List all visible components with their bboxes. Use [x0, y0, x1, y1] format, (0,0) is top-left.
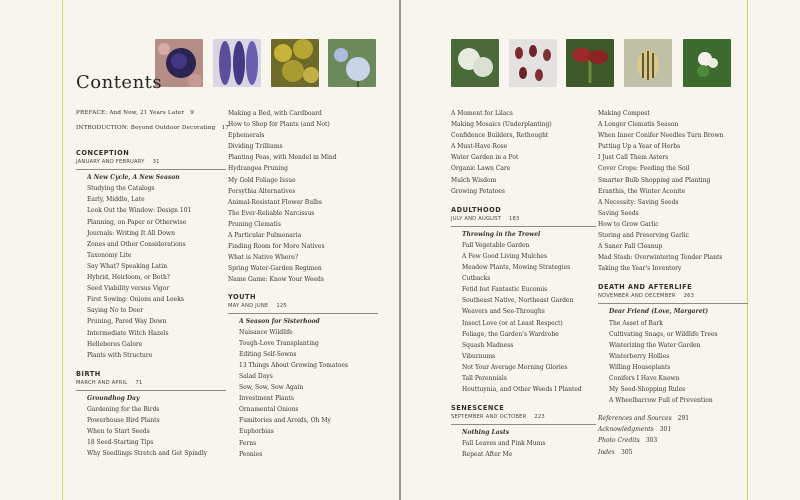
toc-entry-page: 305: [621, 448, 633, 456]
toc-column-4: [598, 108, 748, 458]
toc-entry[interactable]: Mulch Wisdom: [451, 176, 497, 184]
toc-entry-page: 291: [677, 415, 690, 423]
toc-entry[interactable]: Tall Perennials: [462, 374, 507, 382]
toc-entry[interactable]: Making Mosaics (Underplanting): [451, 121, 552, 129]
striped-beetle-photo: [624, 39, 672, 87]
toc-entry[interactable]: Euphorbias: [239, 428, 274, 436]
toc-entry[interactable]: Winterberry Hollies: [609, 352, 670, 360]
toc-entry[interactable]: Hellebores Galore: [87, 340, 143, 348]
red-leaf-seedling-photo: [566, 39, 614, 87]
toc-entry[interactable]: Journals: Writing It All Down: [87, 229, 175, 237]
toc-entry[interactable]: 18 Seed-Starting Tips: [87, 439, 154, 447]
section-months: JULY AND AUGUST 183: [451, 215, 596, 227]
toc-entry[interactable]: 13 Things About Growing Tomatoes: [239, 361, 348, 369]
yellow-flowering-shrub-photo: [271, 39, 319, 87]
section-title: ADULTHOOD: [451, 205, 502, 214]
toc-section-lead-entry[interactable]: A New Cycle, A New Season: [87, 174, 180, 182]
toc-entry[interactable]: Name Game: Know Your Weeds: [228, 276, 324, 284]
section-months: JANUARY AND FEBRUARY 31: [76, 158, 226, 170]
page-title: Contents: [76, 72, 163, 93]
toc-entry[interactable]: Tough-Love Transplanting: [239, 339, 319, 347]
toc-entry[interactable]: Seed Viability versus Vigor: [87, 285, 170, 293]
toc-entry[interactable]: Plants with Structure: [87, 351, 153, 359]
toc-section-lead-entry[interactable]: Throwing in the Trowel: [462, 230, 541, 238]
toc-entry-label: Index: [598, 448, 616, 456]
toc-section-lead-entry[interactable]: A Season for Sisterhood: [239, 317, 320, 325]
toc-entry[interactable]: The Asset of Bark: [609, 319, 663, 327]
toc-entry[interactable]: Weavers and See-Throughs: [462, 308, 545, 316]
toc-entry[interactable]: Storing and Preserving Garlic: [598, 232, 690, 240]
toc-entry[interactable]: I Just Call Them Asters: [598, 154, 669, 162]
section-months: MARCH AND APRIL 71: [76, 379, 226, 391]
toc-entry[interactable]: Say What? Speaking Latin: [87, 262, 168, 270]
toc-entry[interactable]: Fall Vegetable Garden: [462, 241, 530, 249]
toc-entry[interactable]: Early, Middle, Late: [87, 196, 145, 204]
toc-back-matter-entry[interactable]: [598, 424, 748, 435]
toc-entry[interactable]: Growing Potatoes: [451, 187, 505, 195]
toc-entry[interactable]: Pruning Clematis: [228, 220, 281, 228]
toc-entry[interactable]: Foliage, the Garden's Wardrobe: [462, 330, 559, 338]
section-months: MAY AND JUNE 125: [228, 302, 378, 314]
section-title: CONCEPTION: [76, 149, 130, 158]
toc-entry[interactable]: A Must-Have Rose: [451, 143, 508, 151]
toc-entry[interactable]: Look Out the Window: Design 101: [87, 207, 192, 215]
toc-entry[interactable]: Willing Houseplants: [609, 363, 671, 371]
toc-entry[interactable]: Dividing Trilliums: [228, 143, 283, 151]
toc-entry[interactable]: A Saner Fall Cleanup: [598, 243, 663, 251]
toc-entry[interactable]: My Gold Foliage Issue: [228, 176, 296, 184]
toc-entry[interactable]: Making Compost: [598, 110, 650, 117]
toc-entry[interactable]: How to Shop for Plants (and Not): [228, 121, 330, 129]
toc-entry[interactable]: First Sowing: Onions and Leeks: [87, 296, 184, 304]
toc-entry[interactable]: Cover Crops: Feeding the Soil: [598, 165, 690, 173]
purple-spire-flower-photo: [213, 39, 261, 87]
toc-entry[interactable]: Water Garden in a Pot: [451, 154, 519, 162]
toc-entry[interactable]: Repeat After Me: [462, 451, 513, 459]
toc-entry[interactable]: Smarter Bulb Shopping and Planting: [598, 176, 711, 184]
toc-entry[interactable]: A Longer Clematis Season: [598, 121, 679, 129]
toc-entry[interactable]: A Few Good Living Mulches: [462, 252, 548, 260]
toc-entry[interactable]: Taxonomy Lite: [87, 251, 132, 259]
toc-entry[interactable]: Hydrangea Pruning: [228, 165, 288, 173]
toc-entry[interactable]: Not Your Average Morning Glories: [462, 363, 568, 371]
toc-entry[interactable]: Fetid but Fantastic Eucomis: [462, 286, 548, 294]
toc-back-matter-entry[interactable]: [598, 413, 748, 424]
toc-entry[interactable]: Cutbacks: [462, 275, 491, 283]
toc-entry[interactable]: Making a Bed, with Cardboard: [228, 110, 322, 117]
toc-entry[interactable]: Meadow Plants, Mowing Strategies: [462, 264, 571, 272]
toc-entry[interactable]: Gardening for the Birds: [87, 405, 160, 413]
toc-entry[interactable]: Eranthis, the Winter Aconite: [598, 187, 686, 195]
toc-entry[interactable]: Zones and Other Considerations: [87, 240, 186, 248]
toc-entry-page: 301: [659, 426, 672, 434]
toc-entry-page: 303: [645, 437, 658, 445]
toc-entry[interactable]: Insect Love (or at Least Respect): [462, 319, 563, 327]
toc-entry[interactable]: Nuisance Wildlife: [239, 328, 293, 336]
toc-entry[interactable]: Studying the Catalogs: [87, 185, 155, 193]
toc-entry[interactable]: Confidence Builders, Rethought: [451, 132, 549, 140]
toc-entry[interactable]: Pruning, Pared Way Down: [87, 318, 167, 326]
section-title: YOUTH: [228, 292, 257, 301]
toc-entry[interactable]: Ephemerals: [228, 132, 265, 140]
section-title: SENESCENCE: [451, 404, 505, 413]
section-title: BIRTH: [76, 369, 101, 378]
section-title: DEATH AND AFTERLIFE: [598, 283, 693, 292]
white-flower-photo: [683, 39, 731, 87]
book-gutter: [399, 0, 401, 500]
toc-entry[interactable]: Fall Leaves and Pink Mums: [462, 440, 546, 448]
toc-back-matter-entry[interactable]: [598, 447, 748, 458]
toc-section-lead-entry[interactable]: Dear Friend (Love, Margaret): [609, 308, 709, 316]
toc-entry[interactable]: When Inner Conifer Needles Turn Brown: [598, 132, 724, 140]
left-page-edge-line: [62, 0, 63, 500]
toc-entry[interactable]: Forsythia Alternatives: [228, 187, 296, 195]
toc-entry[interactable]: A Wheelbarrow Full of Prevention: [609, 397, 713, 405]
section-months: NOVEMBER AND DECEMBER 263: [598, 292, 748, 304]
toc-entry[interactable]: What is Native Where?: [228, 254, 299, 262]
toc-entry[interactable]: Intermediate Witch Hazels: [87, 329, 169, 337]
toc-entry[interactable]: Mad Stash: Overwintering Tender Plants: [598, 254, 723, 262]
toc-entry[interactable]: Salad Days: [239, 372, 273, 380]
toc-entry[interactable]: Fumitories and Aroids, Oh My: [239, 417, 331, 425]
toc-entry[interactable]: Ferns: [239, 439, 257, 447]
toc-entry[interactable]: Cultivating Snags, or Wildlife Trees: [609, 330, 718, 338]
toc-entry[interactable]: Viburnums: [462, 352, 496, 360]
toc-back-matter-entry[interactable]: [598, 435, 748, 446]
toc-entry[interactable]: Saying No to Deer: [87, 307, 144, 315]
toc-entry[interactable]: Peonies: [239, 450, 263, 458]
toc-entry[interactable]: Conifers I Have Known: [609, 374, 680, 382]
toc-entry[interactable]: Powerhouse Bird Plants: [87, 416, 160, 424]
section-months: SEPTEMBER AND OCTOBER 223: [451, 413, 596, 425]
toc-entry[interactable]: Sow, Sow, Sow Again: [239, 384, 304, 392]
toc-entry[interactable]: A Necessity: Saving Seeds: [598, 198, 679, 206]
toc-entry[interactable]: The Ever-Reliable Narcissus: [228, 209, 315, 217]
toc-entry[interactable]: Saving Seeds: [598, 209, 639, 217]
toc-section-lead-entry[interactable]: Nothing Lasts: [462, 429, 510, 437]
allium-purple-flower-photo: [155, 39, 203, 87]
toc-entry-label: Photo Credits: [598, 437, 640, 445]
toc-entry[interactable]: Ornamental Onions: [239, 406, 299, 414]
toc-entry[interactable]: My Seed-Shopping Rules: [609, 386, 686, 394]
toc-section-lead-entry[interactable]: Groundhog Day: [87, 394, 140, 402]
toc-entry[interactable]: A Particular Pulmonaria: [228, 232, 302, 240]
toc-column-1: [76, 108, 229, 459]
blue-allium-sphere-photo: [328, 39, 376, 87]
toc-entry[interactable]: Investment Plants: [239, 395, 294, 403]
toc-entry[interactable]: Taking the Year's Inventory: [598, 265, 682, 273]
toc-column-3: [451, 108, 596, 460]
toc-entry[interactable]: Planting Peas, with Mendel in Mind: [228, 154, 337, 162]
toc-entry[interactable]: Planning, on Paper or Otherwise: [87, 218, 187, 226]
toc-entry[interactable]: Hybrid, Heirloom, or Both?: [87, 274, 171, 282]
white-lilac-cluster-photo: [451, 39, 499, 87]
toc-entry[interactable]: When to Start Seeds: [87, 428, 150, 436]
seed-pods-photo: [509, 39, 557, 87]
toc-entry[interactable]: PREFACE: And Now, 21 Years Later 9: [76, 110, 194, 116]
toc-entry[interactable]: Spring Water-Garden Regimen: [228, 265, 322, 273]
toc-entry[interactable]: Editing Self-Sowns: [239, 350, 297, 358]
toc-entry[interactable]: A Moment for Lilacs: [451, 110, 513, 117]
toc-entry[interactable]: Winterizing the Water Garden: [609, 341, 701, 349]
toc-entry[interactable]: Squash Madness: [462, 341, 514, 349]
toc-entry[interactable]: INTRODUCTION: Beyond Outdoor Decorating 17: [76, 125, 229, 132]
toc-entry[interactable]: Why Seedlings Stretch and Get Spindly: [87, 450, 208, 458]
toc-entry-label: Acknowledgments: [598, 426, 654, 434]
toc-entry[interactable]: Houttuynia, and Other Weeds I Planted: [462, 386, 582, 394]
toc-entry[interactable]: How to Grow Garlic: [598, 220, 659, 228]
toc-column-2: [228, 108, 378, 460]
toc-entry[interactable]: Organic Lawn Care: [451, 165, 511, 173]
toc-entry[interactable]: Southeast Native, Northeast Garden: [462, 297, 574, 305]
toc-entry[interactable]: Animal-Resistant Flower Bulbs: [228, 198, 322, 206]
toc-entry[interactable]: Finding Room for More Natives: [228, 243, 325, 251]
toc-entry[interactable]: Putting Up a Year of Herbs: [598, 143, 681, 151]
toc-entry-label: References and Sources: [598, 415, 672, 423]
